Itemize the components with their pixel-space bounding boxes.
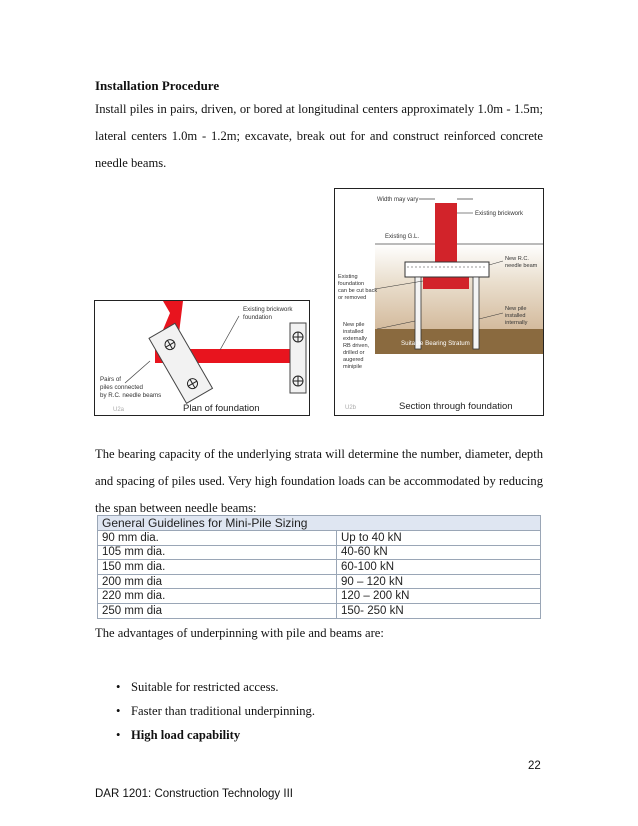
pile-internal	[473, 277, 479, 349]
load-cell: 150- 250 kN	[337, 603, 541, 618]
diameter-cell: 90 mm dia.	[98, 531, 337, 546]
section-code: U2b	[345, 405, 357, 411]
section-caption: Section through foundation	[399, 401, 513, 412]
load-cell: Up to 40 kN	[337, 531, 541, 546]
existing-found-3: can be cut back	[338, 288, 378, 294]
pile-external-label-1: New pile	[343, 322, 365, 328]
load-cell: 120 – 200 kN	[337, 589, 541, 604]
pile-sizing-table	[97, 515, 541, 619]
existing-found-4: or removed	[338, 295, 367, 301]
bullet-icon: •	[116, 728, 121, 742]
bullet-text: High load capability	[131, 728, 241, 742]
page-footer: DAR 1201: Construction Technology III	[95, 788, 293, 800]
section-label-brickwork: Existing brickwork	[475, 211, 524, 217]
needle-beam-label-2: needle beam	[505, 263, 538, 269]
list-item	[110, 704, 315, 728]
plan-code: U2a	[113, 407, 125, 413]
table-row	[98, 560, 541, 575]
existing-found-1: Existing	[338, 274, 358, 280]
table-row	[98, 589, 541, 604]
diameter-cell: 200 mm dia	[98, 574, 337, 589]
diameter-cell: 105 mm dia.	[98, 545, 337, 560]
diameter-cell: 250 mm dia	[98, 603, 337, 618]
pile-external-label-5: drilled or	[343, 350, 365, 356]
section-heading: Installation Procedure	[95, 78, 220, 93]
pile-external	[415, 277, 421, 349]
section-label-gl: Existing G.L.	[385, 234, 420, 240]
table-row	[98, 531, 541, 546]
plan-label-pairs-1: Pairs of	[100, 376, 121, 383]
pile-external-label-6: augered	[343, 357, 364, 363]
plan-label-brickwork-2: foundation	[243, 314, 272, 321]
list-item	[110, 728, 315, 752]
table-row	[98, 603, 541, 618]
section-figure	[334, 188, 544, 416]
bullet-text: Faster than traditional underpinning.	[131, 704, 315, 718]
existing-found-2: foundation	[338, 281, 365, 287]
pile-external-label-7: minipile	[343, 364, 362, 370]
diameter-cell: 220 mm dia.	[98, 589, 337, 604]
bullet-icon: •	[116, 680, 121, 694]
needle-beam-section	[405, 262, 489, 277]
table-row	[98, 545, 541, 560]
width-label: Width may vary	[377, 197, 419, 203]
list-item	[110, 680, 315, 704]
diameter-cell: 150 mm dia.	[98, 560, 337, 575]
procedure-paragraph: Install piles in pairs, driven, or bored at longitudinal centers approximately 1.0m - 1.5m; lateral centers 1.0m - 1.2m; excavate, break out for and construct reinforced concrete needle beams.	[95, 102, 543, 170]
stratum-label: Suitable Bearing Stratum	[401, 340, 470, 347]
pile-external-label-4: RB driven,	[343, 343, 370, 349]
pile-external-label-2: installed	[343, 329, 364, 335]
table-row	[98, 574, 541, 589]
table-header-row	[98, 516, 541, 531]
needle-beam-label-1: New R.C.	[505, 256, 529, 262]
load-cell: 60-100 kN	[337, 560, 541, 575]
advantages-intro: The advantages of underpinning with pile and beams are:	[95, 626, 384, 640]
plan-label-brickwork-1: Existing brickwork	[243, 306, 293, 313]
load-cell: 90 – 120 kN	[337, 574, 541, 589]
bullet-text: Suitable for restricted access.	[131, 680, 279, 694]
pile-internal-label-3: internally	[505, 320, 528, 326]
table-title: General Guidelines for Mini-Pile Sizing	[98, 516, 541, 531]
bullet-icon: •	[116, 704, 121, 718]
plan-label-pairs-2: piles connected	[100, 384, 143, 391]
pile-internal-label-2: installed	[505, 313, 526, 319]
pile-internal-label-1: New pile	[505, 306, 527, 312]
pile-external-label-3: externally	[343, 336, 367, 342]
existing-wall-section	[435, 203, 457, 269]
plan-figure	[94, 300, 310, 416]
bearing-paragraph: The bearing capacity of the underlying strata will determine the number, diameter, depth and spacing of piles used. Very high foundation loads can be accommodated by reducing the span between needle beams:	[95, 447, 543, 515]
page-number: 22	[528, 760, 541, 772]
plan-caption: Plan of foundation	[183, 403, 260, 414]
plan-label-pairs-3: by R.C. needle beams	[100, 392, 162, 399]
advantages-list	[110, 680, 315, 752]
load-cell: 40-60 kN	[337, 545, 541, 560]
